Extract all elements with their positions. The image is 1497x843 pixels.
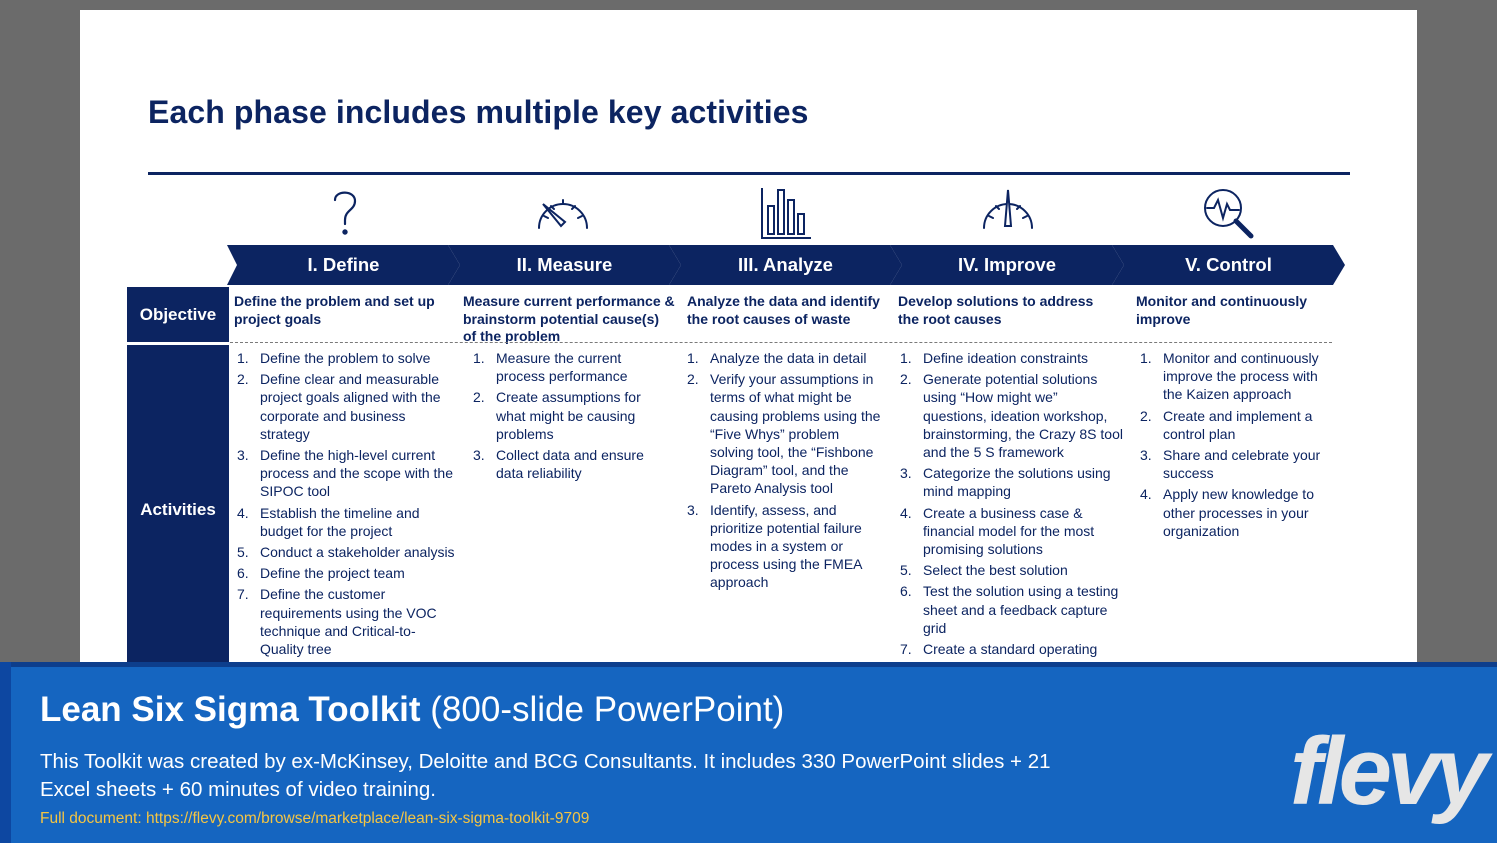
list-item: 5. Conduct a stakeholder analysis: [237, 544, 455, 561]
magnifier-pulse-icon: [1201, 186, 1257, 242]
phase-improve: [890, 245, 1124, 285]
banner-description: This Toolkit was created by ex-McKinsey, Deloitte and BCG Consultants. It includes 330 PowerPoint slides + 21 Excel sheets + 60 minutes of video training.: [40, 750, 1051, 801]
document-link[interactable]: Full document: https://flevy.com/browse/marketplace/lean-six-sigma-toolkit-9709: [40, 810, 590, 827]
title-divider: [148, 172, 1350, 175]
activities-analyze: [687, 349, 882, 595]
objective-define: Define the problem and set up project goals: [234, 293, 435, 327]
list-item: 2. Create and implement a control plan: [1140, 407, 1313, 442]
phase-control-label: V. Control: [1185, 254, 1272, 275]
list-item: 3. Categorize the solutions using mind mapping: [900, 465, 1111, 500]
list-item: 2. Generate potential solutions using “How might we” questions, ideation workshop, brainstorming, the Crazy 8S tool and the 5 S framework: [900, 371, 1123, 461]
banner-title: [40, 690, 784, 730]
bar-chart-icon: [759, 186, 815, 242]
list-item: 1. Analyze the data in detail: [687, 350, 867, 366]
list-item: 3. Define the high-level current process and the scope with the SIPOC tool: [237, 447, 454, 500]
list-item: 7. Create a standard operating: [900, 641, 1098, 658]
list-item: 1. Monitor and continuously improve the process with the Kaizen approach: [1140, 350, 1319, 403]
objective-divider: [230, 342, 1332, 343]
banner-left-bar: [0, 662, 11, 843]
phase-define: [227, 245, 460, 285]
list-item: 2. Create assumptions for what might be causing problems: [473, 389, 641, 442]
list-item: 3. Collect data and ensure data reliability: [473, 447, 644, 482]
list-item: 4. Create a business case & financial model for the most promising solutions: [900, 504, 1095, 558]
banner-title-bold: Lean Six Sigma Toolkit: [40, 690, 421, 729]
list-item: 5. Select the best solution: [900, 562, 1068, 579]
activities-row-header: Activities: [127, 345, 229, 670]
list-item: 2. Verify your assumptions in terms of what might be causing problems using the “Five Whys” problem solving tool, the “Fishbone Diagram” tool, and the Pareto Analysis tool: [687, 371, 881, 497]
list-item: 1. Measure the current process performance: [473, 350, 628, 385]
objective-control: Monitor and continuously improve: [1136, 293, 1308, 327]
banner-top-line: [0, 662, 1497, 667]
slide: [80, 10, 1417, 670]
banner-title-sub: (800-slide PowerPoint): [430, 690, 785, 729]
objective-measure: Measure current performance & brainstorm potential cause(s) of the problem: [463, 293, 675, 344]
list-item: 3. Share and celebrate your success: [1140, 447, 1321, 482]
promo-banner: [0, 662, 1497, 843]
phase-control: [1112, 245, 1345, 285]
list-item: 6. Define the project team: [237, 565, 405, 582]
list-item: 6. Test the solution using a testing sheet and a feedback capture grid: [900, 583, 1119, 636]
list-item: 7. Define the customer requirements using the VOC technique and Critical-to-Quality tree: [237, 586, 437, 658]
activities-control: [1140, 349, 1340, 543]
objective-improve: Develop solutions to address the root causes: [898, 293, 1094, 327]
list-item: 4. Establish the timeline and budget for the project: [237, 504, 420, 539]
list-item: 1. Define ideation constraints: [900, 350, 1088, 366]
list-item: 4. Apply new knowledge to other processes in your organization: [1140, 486, 1314, 539]
slide-title: Each phase includes multiple key activities: [148, 94, 809, 130]
activities-measure: [473, 349, 668, 485]
phase-measure-label: II. Measure: [516, 254, 613, 275]
flevy-logo: flevy: [1290, 718, 1484, 825]
objective-row-header: Objective: [127, 287, 229, 342]
phase-define-label: I. Define: [307, 254, 380, 275]
activities-improve: [900, 349, 1125, 670]
gauge-high-icon: [980, 186, 1036, 242]
phase-measure: [448, 245, 681, 285]
question-icon: [317, 186, 373, 242]
list-item: 1. Define the problem to solve: [237, 350, 431, 366]
phase-improve-label: IV. Improve: [957, 254, 1057, 275]
gauge-low-icon: [535, 186, 591, 242]
phase-analyze-label: III. Analyze: [738, 254, 833, 275]
list-item: 3. Identify, assess, and prioritize potential failure modes in a system or process using the FMEA approach: [687, 501, 862, 591]
list-item: 2. Define clear and measurable project goals aligned with the corporate and business strategy: [237, 371, 441, 442]
phase-analyze: [669, 245, 902, 285]
objective-analyze: Analyze the data and identify the root causes of waste: [687, 293, 880, 327]
activities-define: [237, 349, 457, 661]
